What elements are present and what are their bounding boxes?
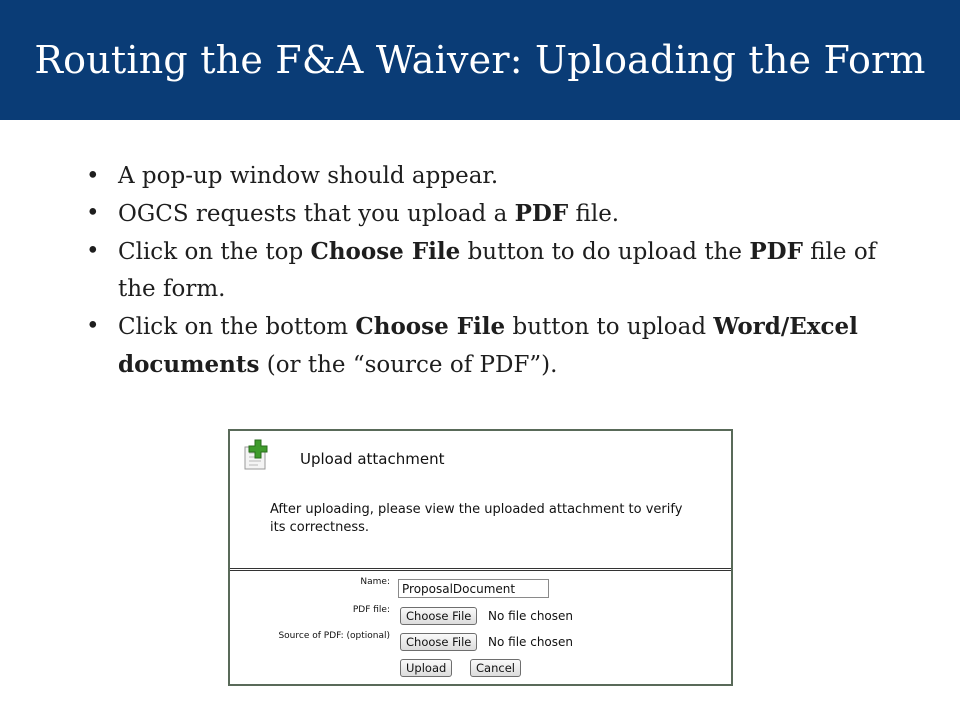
bullet-emphasis: PDF [749,238,803,265]
bullet-item [86,233,886,308]
name-label: Name: [360,577,390,587]
dialog-message: After uploading, please view the uploaded attachment to verify its correctness. [270,502,683,535]
upload-attachment-dialog [228,429,733,686]
dialog-title: Upload attachment [300,450,445,468]
bullet-text: (or the “source of PDF”). [259,352,558,378]
upload-button[interactable]: Upload [400,659,452,677]
bullet-item [86,308,886,384]
bullet-text: button to upload [505,314,714,340]
bullet-marker: • [86,200,100,226]
bullet-emphasis: Choose File [355,313,506,340]
bullet-text: file of the form. [118,239,877,302]
title-bar [0,0,960,120]
bullet-marker: • [86,313,100,339]
add-document-icon [241,439,271,471]
upload-form [230,570,731,685]
pdf-file-label: PDF file: [352,605,390,615]
source-file-status: No file chosen [488,635,574,649]
bullet-emphasis: Choose File [310,238,461,265]
bullet-text: A pop-up window should appear. [118,163,499,189]
bullet-item [86,195,886,233]
bullet-text: OGCS requests that you upload a [118,201,515,227]
pdf-file-status: No file chosen [488,609,574,623]
bullet-text: file. [568,201,620,227]
pdf-choose-file-button[interactable]: Choose File [400,607,477,625]
bullet-text: Click on the top [118,239,311,265]
cancel-button[interactable]: Cancel [470,659,521,677]
source-pdf-label: Source of PDF: (optional) [278,631,390,641]
bullet-list [86,158,886,384]
bullet-text: Click on the bottom [118,314,356,340]
bullet-emphasis: PDF [514,200,569,227]
bullet-marker: • [86,163,100,189]
bullet-text: button to do upload the [460,239,750,265]
bullet-emphasis: Word/Excel documents [118,313,858,378]
dialog-header [230,431,731,569]
bullet-marker: • [86,238,100,264]
source-choose-file-button[interactable]: Choose File [400,633,477,651]
bullet-item [86,158,886,195]
name-input[interactable] [398,579,549,598]
slide-title: Routing the F&A Waiver: Uploading the Form [34,38,926,82]
